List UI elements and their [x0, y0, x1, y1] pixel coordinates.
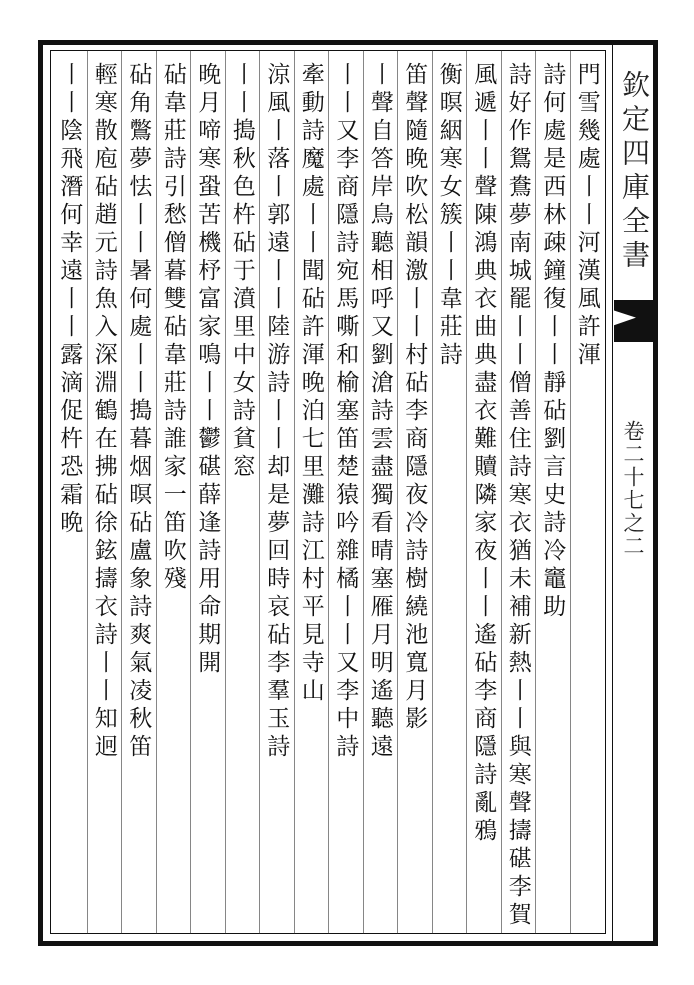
column-rule: [294, 50, 295, 934]
text-column: 砧韋莊詩引愁僧暮雙砧韋莊詩誰家一笛吹殘: [159, 62, 186, 594]
text-column: 晚月啼寒蛩苦機杼富家鳴丨丨鬱碪薛逢詩用命期開: [194, 62, 221, 678]
text-column: 衡暝絪寒女簇丨丨韋莊詩: [435, 62, 462, 370]
book-title: 欽定四庫全書: [618, 70, 651, 274]
text-column: 輕寒散庖砧趙元詩魚入深淵鶴在拂砧徐鉉擣衣詩丨丨知迥: [90, 62, 117, 762]
column-rule: [570, 50, 571, 934]
column-rule: [466, 50, 467, 934]
text-column: 風遞丨丨聲陳鴻典衣曲典盡衣難贖隣家夜丨丨遙砧李商隱詩亂鴉: [470, 62, 497, 846]
column-rule: [87, 50, 88, 934]
text-column: 丨丨陰飛潛何幸遠丨丨露滴促杵恐霜晩: [56, 62, 83, 538]
column-rule: [535, 50, 536, 934]
column-rule: [225, 50, 226, 934]
text-column: 門雪幾處丨丨河漢風許渾: [573, 62, 600, 370]
column-rule: [363, 50, 364, 934]
column-rule: [432, 50, 433, 934]
column-rule: [190, 50, 191, 934]
text-column: 丨丨搗秋色杵砧于濆里中女詩貧窓: [228, 62, 255, 482]
text-column: 笛聲隨晚吹松韻激丨丨村砧李商隱夜冷詩樹繞池寬月影: [401, 62, 428, 734]
text-column: 詩何處是西林疎鐘復丨丨靜砧劉言史詩冷竈助: [539, 62, 566, 622]
text-column: 砧角鷩夢怯丨丨暑何處丨丨搗暮烟暝砧盧象詩爽氣凌秋笛: [125, 62, 152, 762]
text-column: 牽動詩魔處丨丨聞砧許渾晚泊七里灘詩江村平見寺山: [297, 62, 324, 706]
column-rule: [121, 50, 122, 934]
text-column: 涼風丨落丨郭遠丨丨陸游詩丨丨却是夢回時哀砧李羣玉詩: [263, 62, 290, 762]
text-column: 詩好作鴛鴦夢南城罷丨丨僧善住詩寒衣猶未補新熱丨丨與寒聲擣碪李賀: [504, 62, 531, 930]
column-rule: [156, 50, 157, 934]
column-rule: [501, 50, 502, 934]
volume-label: 卷二十七之二: [621, 420, 645, 558]
text-column: 丨丨又李商隱詩宛馬嘶和榆塞笛楚猿吟雜橘丨丨又李中詩: [332, 62, 359, 762]
column-rule: [328, 50, 329, 934]
column-rule: [259, 50, 260, 934]
column-rule: [397, 50, 398, 934]
text-column: 丨聲自答岸鳥聽相呼又劉滄詩雲盡獨看晴塞雁月明遙聽遠: [366, 62, 393, 762]
